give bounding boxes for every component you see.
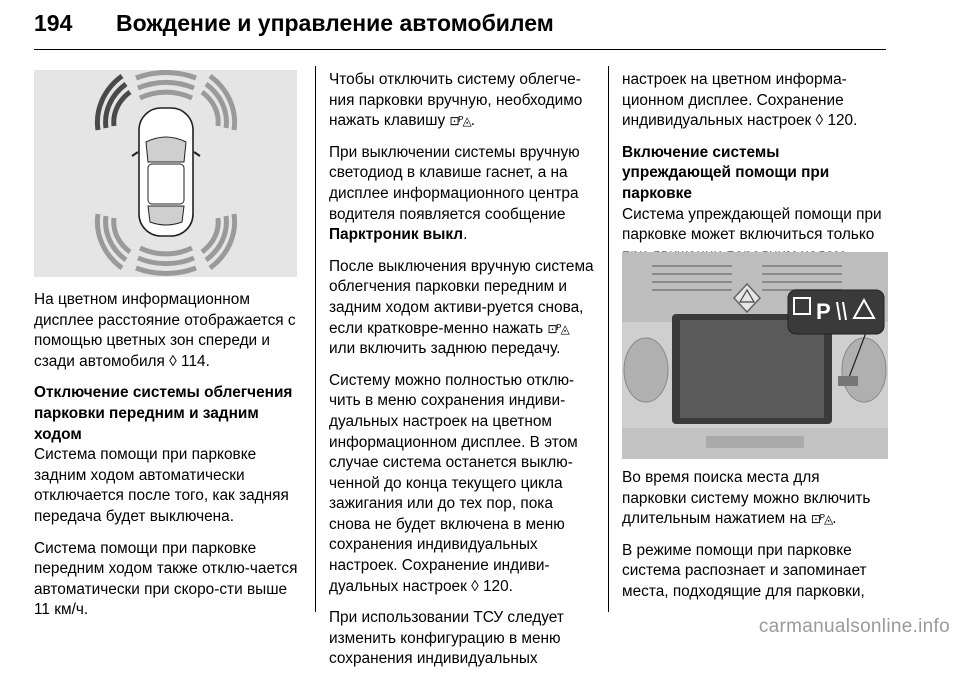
- page-header: [34, 4, 886, 50]
- paragraph-text: .: [832, 510, 837, 528]
- page-reference[interactable]: [816, 112, 858, 129]
- paragraph-text: Чтобы отключить систему облегче-ния парковки вручную, необходимо нажать клавишу: [329, 71, 583, 130]
- page-reference[interactable]: [169, 353, 210, 370]
- paragraph-text: или включить заднюю передачу.: [329, 340, 561, 358]
- ref-page: 120.: [482, 577, 513, 595]
- caption-text: На цветном информационном дисплее расстояние отображается с помощью цветных зон спереди и сзади автомобиля: [34, 291, 296, 370]
- section-title: Отключение системы облегчения парковки передним и задним ходом: [34, 384, 293, 443]
- paragraph-text: настроек на цветном информа-ционном дисплее. Сохранение индивидуальных настроек: [622, 71, 847, 130]
- paragraph-text: После выключения вручную система облегчения парковки передним и задним ходом активи-руется снова, если кратковре-менно нажать: [329, 257, 594, 337]
- paragraph: [329, 70, 597, 132]
- paragraph: [329, 143, 597, 246]
- paragraph-text: .: [470, 112, 476, 130]
- car-zones-illustration: [34, 70, 297, 277]
- column-3: [622, 70, 888, 277]
- ref-page: 120.: [827, 112, 858, 130]
- paragraph: [329, 257, 597, 360]
- column-divider: [315, 66, 316, 612]
- paragraph-text: Систему можно полностью отклю-чить в меню сохранения индиви-дуальных настроек на цветном информационном дисплее. В этом случае система останется выклю-ченной до конца текущего цикла зажигания или до тех пор, пока снова не будет включена в меню сохранения индивидуальных настроек. Сохранение индиви-дуальных настроек: [329, 371, 578, 595]
- header-rule: [34, 49, 886, 50]
- watermark: carmanualsonline.info: [758, 616, 950, 637]
- page-title: Вождение и управление автомобилем: [116, 10, 554, 36]
- park-assist-key-icon: ⊡ᴾ◬: [810, 512, 833, 527]
- display-message: Парктроник выкл: [329, 226, 464, 244]
- paragraph: Система упреждающей помощи при парковке может включиться только: [622, 205, 882, 244]
- paragraph-text: .: [463, 226, 468, 244]
- figure-caption: [34, 290, 302, 372]
- page-number: 194: [34, 10, 73, 36]
- paragraph: [622, 468, 888, 530]
- paragraph: При использовании ТСУ следует изменить конфигурацию в меню сохранения индивидуальных: [329, 609, 564, 668]
- section-title: Включение системы упреждающей помощи при парковке: [622, 143, 830, 202]
- column-3-lower: [622, 468, 888, 614]
- paragraph: Система помощи при парковке задним ходом автоматически отключается после того, как задняя передача будет выключена.: [34, 446, 289, 525]
- column-divider: [608, 66, 609, 612]
- park-assist-key-icon: ⊡ᴾ◬: [547, 321, 569, 336]
- ref-arrow-icon: ◊: [815, 112, 824, 130]
- ref-arrow-icon: ◊: [471, 577, 479, 595]
- svg-text:P: P: [816, 299, 831, 324]
- paragraph: [622, 70, 888, 132]
- ref-arrow-icon: ◊: [169, 352, 177, 370]
- ref-page: 114.: [181, 352, 210, 370]
- column-1: [34, 290, 302, 632]
- paragraph: В режиме помощи при парковке система распознает и запоминает места, подходящие для парковки,: [622, 541, 867, 600]
- paragraph: Система помощи при парковке передним ходом также отклю-чается автоматически при скоро-сти выше 11 км/ч.: [34, 539, 298, 619]
- paragraph-text: При выключении системы вручную светодиод в клавише гаснет, а на дисплее информационного центра водителя появляется сообщение: [329, 143, 580, 223]
- paragraph: [329, 371, 597, 598]
- page-reference[interactable]: [471, 578, 513, 595]
- paragraph-text: Во время поиска места для парковки систему можно включить длительным нажатием на: [622, 469, 871, 528]
- park-assist-key-icon: ⊡ᴾ◬: [449, 114, 471, 129]
- parking-zones-figure: [34, 70, 297, 277]
- column-2: [329, 70, 597, 681]
- dashboard-figure: [622, 252, 888, 459]
- dashboard-illustration: [622, 252, 888, 459]
